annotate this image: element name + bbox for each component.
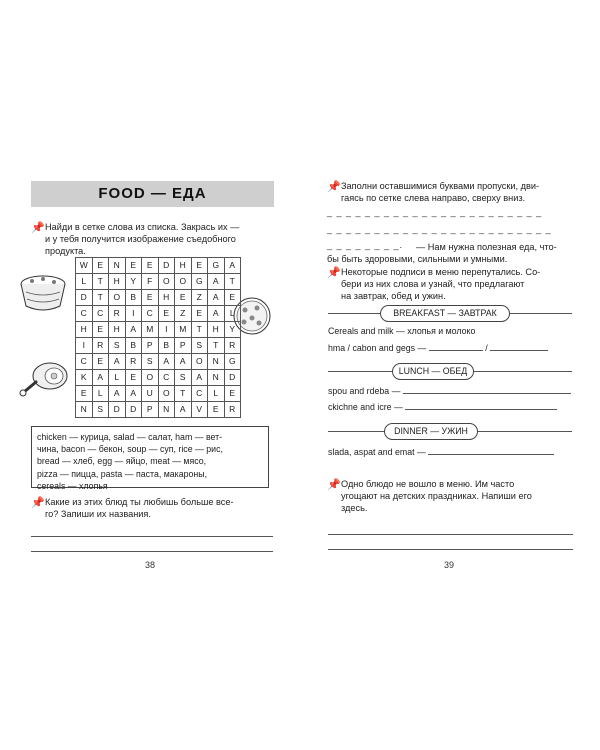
grid-cell[interactable]: T — [92, 274, 109, 290]
grid-cell[interactable]: S — [142, 354, 159, 370]
grid-cell[interactable]: E — [208, 402, 225, 418]
grid-cell[interactable]: O — [158, 274, 175, 290]
grid-cell[interactable]: G — [224, 354, 241, 370]
task2-line: Некоторые подписи в меню перепутались. Со- — [341, 267, 541, 277]
task1-line: гаясь по сетке слева направо, сверху вниз. — [341, 193, 526, 203]
grid-cell[interactable]: E — [92, 354, 109, 370]
grid-row — [76, 290, 241, 306]
grid-row — [76, 258, 241, 274]
grid-cell[interactable]: N — [109, 258, 126, 274]
grid-cell[interactable]: R — [224, 338, 241, 354]
vocab-line: chicken — курица, salad — салат, ham — вет- — [37, 432, 223, 442]
pushpin-icon: 📌 — [31, 497, 45, 509]
task1-line: Заполни оставшимися буквами пропуски, дви- — [341, 181, 540, 191]
grid-cell[interactable]: H — [158, 290, 175, 306]
grid-cell[interactable]: O — [191, 354, 208, 370]
grid-cell[interactable]: A — [208, 274, 225, 290]
grid-cell[interactable]: E — [191, 306, 208, 322]
grid-cell[interactable]: E — [142, 290, 159, 306]
grid-cell[interactable]: N — [208, 354, 225, 370]
scrambled-words: slada, aspat and emat — — [328, 447, 426, 457]
grid-cell[interactable]: L — [224, 306, 241, 322]
grid-cell[interactable]: A — [224, 258, 241, 274]
right-page — [300, 0, 600, 750]
grid-cell[interactable]: S — [109, 338, 126, 354]
grid-row — [76, 370, 241, 386]
vocab-line: bread — хлеб, egg — яйцо, meat — мясо, — [37, 456, 207, 467]
task2-instructions — [341, 266, 573, 302]
cake-icon — [18, 270, 68, 314]
page-number: 38 — [145, 560, 156, 570]
grid-cell[interactable]: A — [125, 322, 142, 338]
grid-cell[interactable]: A — [175, 402, 192, 418]
word-search-grid — [75, 257, 241, 418]
vocab-line: pizza — пицца, pasta — паста, макароны, — [37, 468, 208, 479]
grid-cell[interactable]: B — [125, 338, 142, 354]
vocab-line: cereals — хлопья — [37, 480, 108, 491]
grid-cell[interactable]: D — [158, 258, 175, 274]
grid-row — [76, 274, 241, 290]
grid-cell[interactable]: O — [175, 274, 192, 290]
task1-line: и у тебя получится изображение съедобного — [45, 234, 236, 244]
task2-instructions — [45, 496, 273, 520]
grid-cell[interactable]: E — [191, 258, 208, 274]
grid-cell[interactable]: S — [92, 402, 109, 418]
grid-cell[interactable]: I — [158, 322, 175, 338]
task2-line: на завтрак, обед и ужин. — [341, 291, 446, 301]
scrambled-words: ckichne and icre — — [328, 402, 403, 412]
grid-cell[interactable]: W — [76, 258, 93, 274]
answer-line[interactable] — [31, 536, 273, 537]
grid-cell[interactable]: C — [92, 306, 109, 322]
answer-blank[interactable] — [428, 446, 554, 455]
grid-cell[interactable]: F — [142, 274, 159, 290]
grid-cell[interactable]: A — [191, 370, 208, 386]
answer-text: бы быть здоровыми, сильными и умными. — [327, 254, 508, 264]
grid-cell[interactable]: A — [175, 354, 192, 370]
answer-line[interactable] — [31, 551, 273, 552]
grid-cell[interactable]: H — [175, 258, 192, 274]
grid-cell[interactable]: S — [191, 338, 208, 354]
grid-cell[interactable]: C — [76, 306, 93, 322]
grid-cell[interactable]: K — [76, 370, 93, 386]
task2-line: го? Запиши их названия. — [45, 509, 151, 519]
grid-cell[interactable]: H — [208, 322, 225, 338]
grid-cell[interactable]: S — [175, 370, 192, 386]
task3-instructions — [341, 478, 573, 514]
grid-cell[interactable]: E — [158, 306, 175, 322]
lunch-scrambled — [328, 401, 557, 412]
grid-cell[interactable]: R — [125, 354, 142, 370]
grid-cell[interactable]: T — [224, 274, 241, 290]
task1-instructions — [341, 180, 573, 204]
grid-cell[interactable]: E — [224, 386, 241, 402]
grid-cell[interactable]: R — [224, 402, 241, 418]
grid-cell[interactable]: N — [158, 402, 175, 418]
grid-cell[interactable]: N — [208, 370, 225, 386]
task2-line: бери из них слова и узнай, что предлагают — [341, 279, 525, 289]
grid-cell[interactable]: Y — [224, 322, 241, 338]
answer-line[interactable] — [328, 549, 573, 550]
grid-cell[interactable]: A — [92, 370, 109, 386]
grid-cell[interactable]: A — [125, 386, 142, 402]
grid-cell[interactable]: L — [208, 386, 225, 402]
fill-in-dashes[interactable]: _ _ _ _ _ _ _ _ _ _ _ _ _ _ _ _ _ _ _ _ _ _ _ — [327, 207, 543, 217]
grid-cell[interactable]: L — [76, 274, 93, 290]
grid-cell[interactable]: T — [92, 290, 109, 306]
grid-cell[interactable]: L — [92, 386, 109, 402]
pushpin-icon: 📌 — [327, 267, 341, 279]
grid-cell[interactable]: E — [142, 258, 159, 274]
dinner-scrambled — [328, 446, 554, 457]
grid-cell[interactable]: R — [92, 338, 109, 354]
grid-row — [76, 306, 241, 322]
grid-cell[interactable]: T — [175, 386, 192, 402]
answer-blank[interactable] — [429, 342, 483, 351]
grid-cell[interactable]: G — [191, 274, 208, 290]
fill-in-dashes[interactable]: _ _ _ _ _ _ _ _ _ _ _ _ _ _ _ _ _ _ _ _ _ _ _ _ — [327, 224, 552, 234]
answer-line[interactable] — [328, 534, 573, 535]
grid-cell[interactable]: B — [125, 290, 142, 306]
grid-cell[interactable]: E — [224, 290, 241, 306]
grid-row — [76, 386, 241, 402]
lunch-label: LUNCH — ОБЕД — [392, 363, 474, 380]
grid-cell[interactable]: A — [158, 354, 175, 370]
grid-cell[interactable]: E — [76, 386, 93, 402]
grid-cell[interactable]: C — [191, 386, 208, 402]
grid-row — [76, 338, 241, 354]
grid-cell[interactable]: E — [175, 290, 192, 306]
answer-blank[interactable] — [405, 401, 557, 410]
grid-cell[interactable]: P — [142, 338, 159, 354]
grid-cell[interactable]: M — [175, 322, 192, 338]
task2-line: Какие из этих блюд ты любишь больше все- — [45, 497, 234, 507]
grid-cell[interactable]: L — [109, 370, 126, 386]
fill-in-dashes[interactable]: _ _ _ _ _ _ _ _. — [327, 240, 404, 250]
vocabulary-list — [31, 426, 269, 491]
task3-line: Одно блюдо не вошло в меню. Им часто — [341, 479, 515, 489]
grid-cell[interactable]: N — [76, 402, 93, 418]
page-number: 39 — [444, 560, 455, 570]
grid-cell[interactable]: B — [158, 338, 175, 354]
grid-cell[interactable]: E — [92, 322, 109, 338]
ham-icon — [18, 358, 70, 398]
breakfast-label: BREAKFAST — ЗАВТРАК — [380, 305, 510, 322]
task1-instructions — [45, 221, 273, 257]
grid-cell[interactable]: Z — [175, 306, 192, 322]
grid-cell[interactable]: I — [125, 306, 142, 322]
answer-text: — Нам нужна полезная еда, что- — [416, 242, 557, 252]
grid-cell[interactable]: V — [191, 402, 208, 418]
grid-cell[interactable]: T — [208, 338, 225, 354]
lunch-scrambled — [328, 385, 571, 396]
grid-row — [76, 322, 241, 338]
grid-row — [76, 354, 241, 370]
grid-cell[interactable]: U — [142, 386, 159, 402]
grid-cell[interactable]: E — [125, 258, 142, 274]
grid-cell[interactable]: C — [76, 354, 93, 370]
grid-cell[interactable]: I — [76, 338, 93, 354]
pushpin-icon: 📌 — [327, 181, 341, 193]
grid-cell[interactable]: D — [224, 370, 241, 386]
grid-cell[interactable]: T — [191, 322, 208, 338]
grid-cell[interactable]: O — [109, 290, 126, 306]
grid-cell[interactable]: Z — [191, 290, 208, 306]
page-title: FOOD — ЕДА — [31, 181, 274, 207]
pushpin-icon: 📌 — [31, 222, 45, 234]
grid-cell[interactable]: P — [142, 402, 159, 418]
grid-cell[interactable]: E — [92, 258, 109, 274]
grid-row — [76, 402, 241, 418]
grid-cell[interactable]: D — [109, 402, 126, 418]
grid-cell[interactable]: A — [109, 386, 126, 402]
grid-cell[interactable]: H — [76, 322, 93, 338]
grid-cell[interactable]: D — [125, 402, 142, 418]
grid-cell[interactable]: G — [208, 258, 225, 274]
vocab-line: чина, bacon — бекон, soup — суп, rice — рис, — [37, 444, 223, 455]
grid-cell[interactable]: Y — [125, 274, 142, 290]
grid-cell[interactable]: C — [142, 306, 159, 322]
grid-cell[interactable]: O — [158, 386, 175, 402]
separator: / — [485, 343, 488, 353]
breakfast-scrambled — [328, 342, 548, 353]
grid-cell[interactable]: P — [175, 338, 192, 354]
grid-cell[interactable]: A — [208, 306, 225, 322]
grid-cell[interactable]: M — [142, 322, 159, 338]
grid-cell[interactable]: A — [109, 354, 126, 370]
breakfast-line: Cereals and milk — хлопья и молоко — [328, 326, 476, 336]
grid-cell[interactable]: C — [158, 370, 175, 386]
grid-cell[interactable]: R — [109, 306, 126, 322]
task3-line: угощают на детских праздниках. Напиши его — [341, 491, 532, 501]
answer-blank[interactable] — [490, 342, 548, 351]
pushpin-icon: 📌 — [327, 479, 341, 491]
grid-cell[interactable]: H — [109, 274, 126, 290]
scrambled-words: spou and rdeba — — [328, 386, 401, 396]
scrambled-words: hma / cabon and gegs — — [328, 343, 427, 353]
dinner-label: DINNER — УЖИН — [384, 423, 478, 440]
task1-line: продукта. — [45, 246, 86, 256]
grid-cell[interactable]: H — [109, 322, 126, 338]
grid-cell[interactable]: A — [208, 290, 225, 306]
grid-cell[interactable]: E — [125, 370, 142, 386]
task1-line: Найди в сетке слова из списка. Закрась их — — [45, 222, 240, 232]
answer-blank[interactable] — [403, 385, 571, 394]
grid-cell[interactable]: O — [142, 370, 159, 386]
grid-cell[interactable]: D — [76, 290, 93, 306]
task3-line: здесь. — [341, 503, 368, 513]
